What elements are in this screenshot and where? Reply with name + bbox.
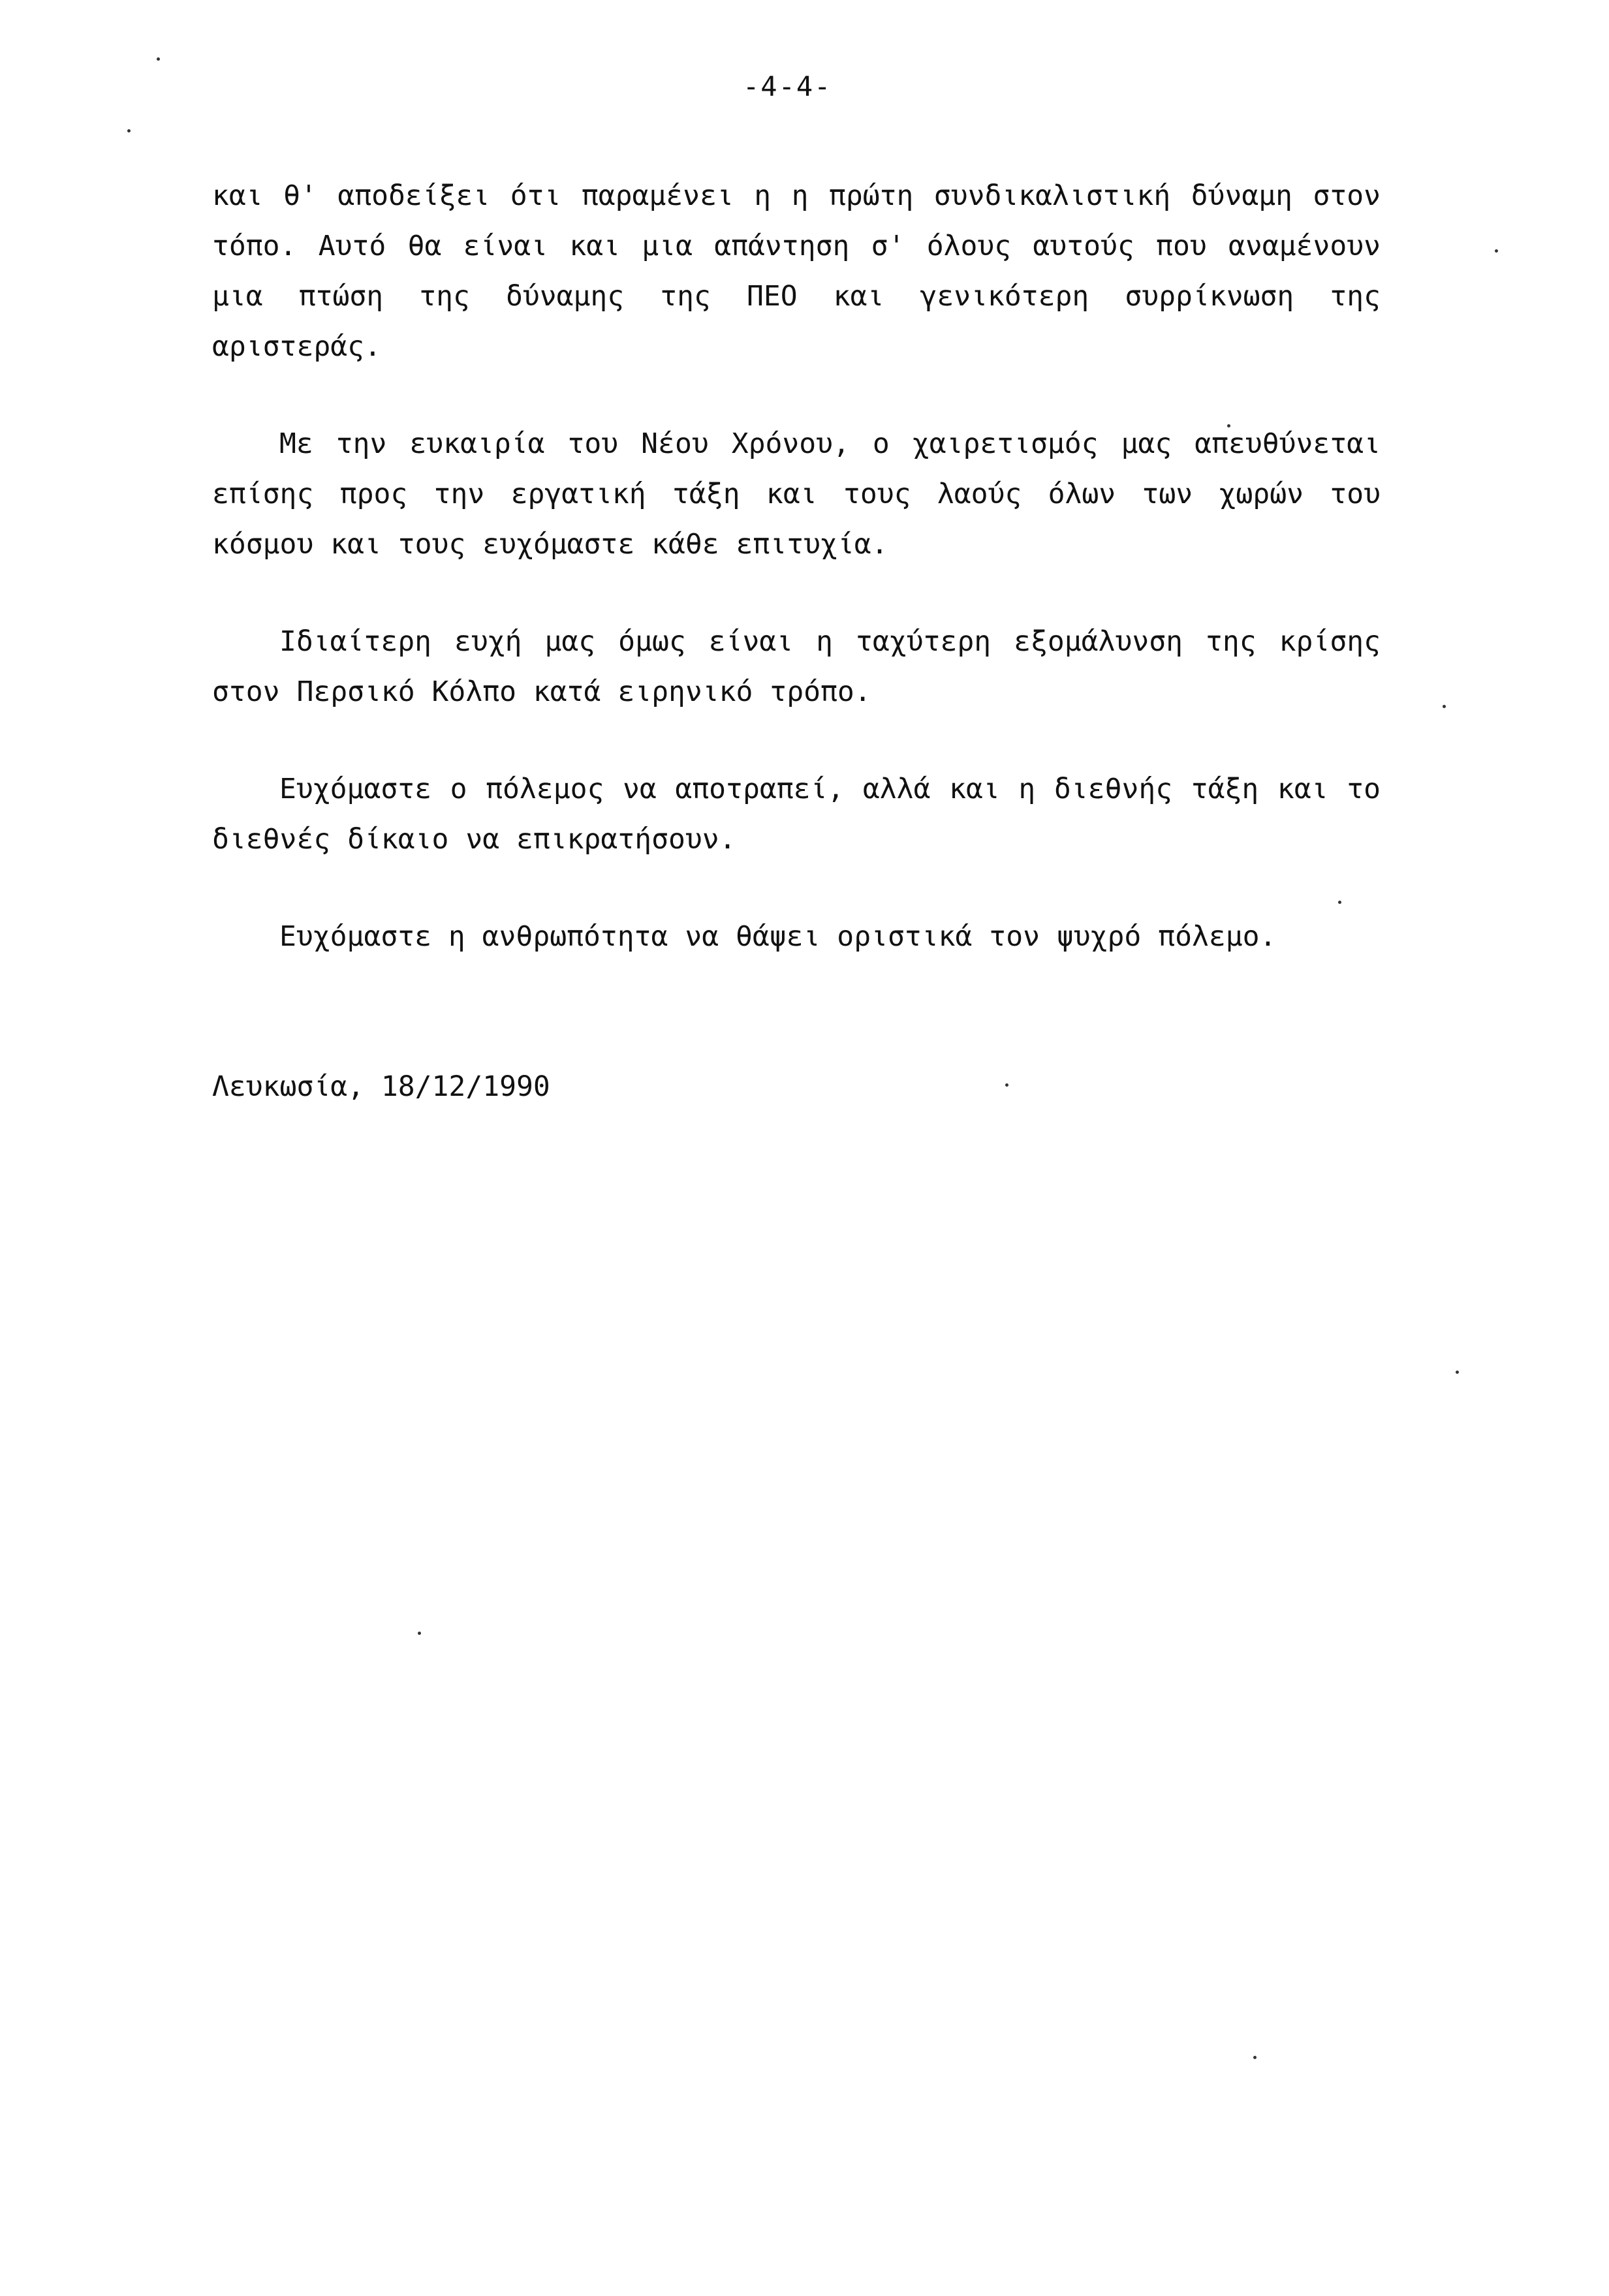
- paragraph-cold-war-wish: Ευχόμαστε η ανθρωπότητα να θάψει οριστικά τον ψυχρό πόλεμο.: [279, 920, 1277, 953]
- document-body: [212, 171, 1381, 1009]
- scan-speck: [1443, 705, 1446, 708]
- scan-speck: [1338, 901, 1341, 904]
- scan-speck: [418, 1632, 421, 1635]
- scan-speck: [157, 57, 160, 61]
- paragraph-war-averted-wish: Ευχόμαστε ο πόλεμος να αποτραπεί, αλλά και η διεθνής τάξη και το διεθνές δίκαιο να επικρατήσουν.: [212, 773, 1381, 856]
- scan-speck: [1005, 1083, 1008, 1087]
- page-number: -4-4-: [743, 70, 832, 102]
- scan-speck: [1495, 249, 1498, 253]
- paragraph-continuation: και θ' αποδείξει ότι παραμένει η η πρώτη συνδικαλιστική δύναμη στον τόπο. Αυτό θα είναι και μια απάντηση σ' όλους αυτούς που αναμένουν μια πτώση της δύναμης της ΠΕΟ και γενικότερη συρρίκνωση της αριστεράς.: [212, 179, 1381, 363]
- scan-speck: [1227, 424, 1230, 427]
- paragraph-persian-gulf-wish: Ιδιαίτερη ευχή μας όμως είναι η ταχύτερη εξομάλυνση της κρίσης στον Περσικό Κόλπο κατά ειρηνικό τρόπο.: [212, 625, 1381, 708]
- scan-speck: [127, 129, 131, 132]
- scan-speck: [1253, 2056, 1257, 2059]
- date-place-line: Λευκωσία, 18/12/1990: [212, 1070, 550, 1103]
- paragraph-new-year-greeting: Με την ευκαιρία του Νέου Χρόνου, ο χαιρετισμός μας απευθύνεται επίσης προς την εργατική τάξη και τους λαούς όλων των χωρών του κόσμου και τους ευχόμαστε κάθε επιτυχία.: [212, 427, 1381, 561]
- scan-speck: [1456, 1371, 1459, 1374]
